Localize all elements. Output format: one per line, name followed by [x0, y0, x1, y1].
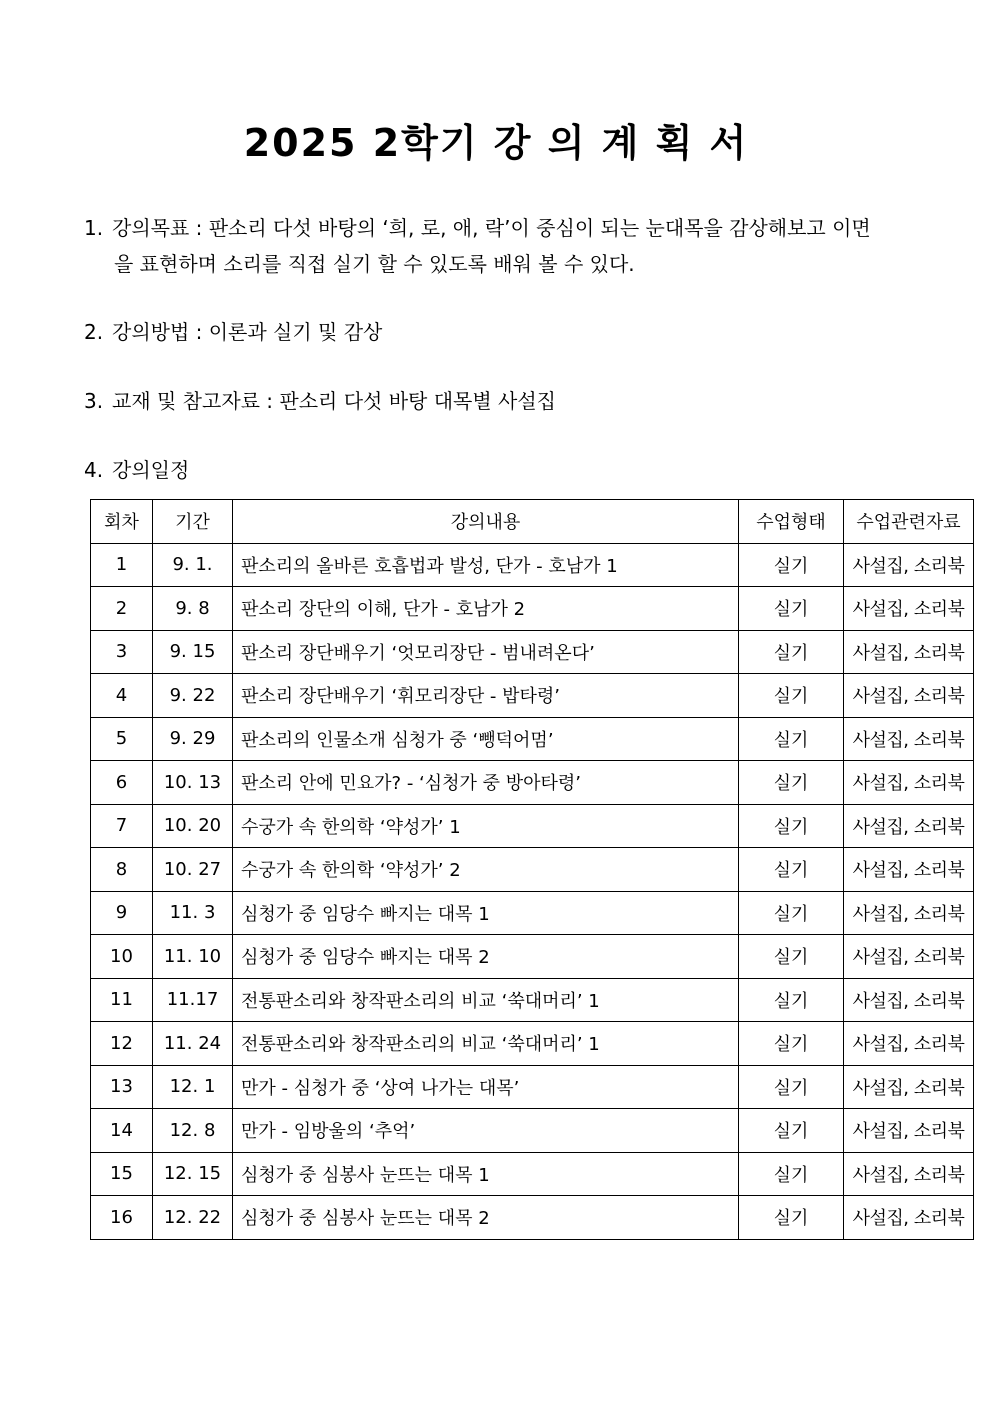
section-number: 3. — [84, 389, 104, 413]
cell-period: 10. 20 — [153, 804, 233, 848]
cell-period: 11.17 — [153, 978, 233, 1022]
table-row — [91, 1109, 974, 1153]
table-row — [91, 1022, 974, 1066]
cell-session: 5 — [91, 717, 153, 761]
cell-materials: 사설집, 소리북 — [844, 804, 974, 848]
cell-materials: 사설집, 소리북 — [844, 717, 974, 761]
cell-session: 9 — [91, 891, 153, 935]
cell-period: 11. 10 — [153, 935, 233, 979]
cell-period: 12. 8 — [153, 1109, 233, 1153]
cell-materials: 사설집, 소리북 — [844, 761, 974, 805]
cell-period: 9. 8 — [153, 587, 233, 631]
cell-content: 심청가 중 임당수 빠지는 대목 2 — [233, 935, 739, 979]
objective-line1: 강의목표 : 판소리 다섯 바탕의 ‘희, 로, 애, 락’이 중심이 되는 눈대목을 감상해보고 이면 — [112, 216, 871, 240]
cell-session: 16 — [91, 1196, 153, 1240]
cell-session: 12 — [91, 1022, 153, 1066]
cell-session: 3 — [91, 630, 153, 674]
cell-materials: 사설집, 소리북 — [844, 848, 974, 892]
cell-content: 만가 - 임방울의 ‘추억’ — [233, 1109, 739, 1153]
cell-content: 판소리 장단의 이해, 단가 - 호남가 2 — [233, 587, 739, 631]
cell-format: 실기 — [739, 630, 844, 674]
cell-materials: 사설집, 소리북 — [844, 935, 974, 979]
cell-content: 판소리 장단배우기 ‘엇모리장단 - 범내려온다’ — [233, 630, 739, 674]
cell-materials: 사설집, 소리북 — [844, 1065, 974, 1109]
objective-line2: 을 표현하며 소리를 직접 실기 할 수 있도록 배워 볼 수 있다. — [114, 252, 635, 276]
cell-format: 실기 — [739, 717, 844, 761]
cell-period: 12. 15 — [153, 1152, 233, 1196]
cell-content: 심청가 중 임당수 빠지는 대목 1 — [233, 891, 739, 935]
table-row — [91, 1152, 974, 1196]
table-row — [91, 891, 974, 935]
header-period: 기간 — [153, 500, 233, 544]
cell-period: 9. 15 — [153, 630, 233, 674]
cell-materials: 사설집, 소리북 — [844, 1196, 974, 1240]
cell-format: 실기 — [739, 848, 844, 892]
cell-format: 실기 — [739, 1152, 844, 1196]
table-row — [91, 1065, 974, 1109]
cell-session: 15 — [91, 1152, 153, 1196]
cell-format: 실기 — [739, 1109, 844, 1153]
cell-materials: 사설집, 소리북 — [844, 674, 974, 718]
cell-format: 실기 — [739, 1196, 844, 1240]
table-row — [91, 674, 974, 718]
schedule-text: 강의일정 — [112, 458, 190, 482]
cell-session: 1 — [91, 543, 153, 587]
header-session: 회차 — [91, 500, 153, 544]
section-number: 4. — [84, 458, 104, 482]
header-format: 수업형태 — [739, 500, 844, 544]
cell-content: 심청가 중 심봉사 눈뜨는 대목 2 — [233, 1196, 739, 1240]
cell-content: 심청가 중 심봉사 눈뜨는 대목 1 — [233, 1152, 739, 1196]
cell-session: 10 — [91, 935, 153, 979]
table-row — [91, 543, 974, 587]
cell-period: 10. 13 — [153, 761, 233, 805]
cell-format: 실기 — [739, 1022, 844, 1066]
cell-format: 실기 — [739, 935, 844, 979]
cell-format: 실기 — [739, 1065, 844, 1109]
section-schedule — [84, 452, 189, 488]
cell-materials: 사설집, 소리북 — [844, 978, 974, 1022]
cell-session: 14 — [91, 1109, 153, 1153]
cell-session: 4 — [91, 674, 153, 718]
table-row — [91, 630, 974, 674]
cell-content: 판소리 장단배우기 ‘휘모리장단 - 밥타령’ — [233, 674, 739, 718]
cell-period: 9. 1. — [153, 543, 233, 587]
cell-period: 9. 22 — [153, 674, 233, 718]
cell-period: 12. 1 — [153, 1065, 233, 1109]
cell-materials: 사설집, 소리북 — [844, 891, 974, 935]
cell-format: 실기 — [739, 587, 844, 631]
cell-materials: 사설집, 소리북 — [844, 1022, 974, 1066]
cell-content: 판소리의 인물소개 심청가 중 ‘뺑덕어멈’ — [233, 717, 739, 761]
cell-period: 11. 24 — [153, 1022, 233, 1066]
cell-format: 실기 — [739, 543, 844, 587]
cell-period: 10. 27 — [153, 848, 233, 892]
cell-period: 9. 29 — [153, 717, 233, 761]
section-method — [84, 314, 382, 350]
table-row — [91, 717, 974, 761]
cell-content: 전통판소리와 창작판소리의 비교 ‘쑥대머리’ 1 — [233, 978, 739, 1022]
section-objective — [84, 210, 924, 282]
schedule-table — [90, 499, 974, 1240]
cell-session: 2 — [91, 587, 153, 631]
cell-session: 6 — [91, 761, 153, 805]
table-row — [91, 761, 974, 805]
cell-content: 판소리 안에 민요가? - ‘심청가 중 방아타령’ — [233, 761, 739, 805]
cell-content: 만가 - 심청가 중 ‘상여 나가는 대목’ — [233, 1065, 739, 1109]
cell-materials: 사설집, 소리북 — [844, 630, 974, 674]
cell-format: 실기 — [739, 891, 844, 935]
cell-session: 8 — [91, 848, 153, 892]
cell-content: 수궁가 속 한의학 ‘약성가’ 2 — [233, 848, 739, 892]
table-row — [91, 1196, 974, 1240]
cell-format: 실기 — [739, 804, 844, 848]
cell-format: 실기 — [739, 674, 844, 718]
cell-content: 판소리의 올바른 호흡법과 발성, 단가 - 호남가 1 — [233, 543, 739, 587]
materials-text: 교재 및 참고자료 : 판소리 다섯 바탕 대목별 사설집 — [112, 389, 556, 413]
cell-session: 11 — [91, 978, 153, 1022]
table-body — [91, 543, 974, 1239]
table-row — [91, 848, 974, 892]
cell-content: 수궁가 속 한의학 ‘약성가’ 1 — [233, 804, 739, 848]
document-title: 2025 2학기 강 의 계 획 서 — [243, 121, 749, 165]
header-content: 강의내용 — [233, 500, 739, 544]
cell-period: 12. 22 — [153, 1196, 233, 1240]
cell-period: 11. 3 — [153, 891, 233, 935]
cell-content: 전통판소리와 창작판소리의 비교 ‘쑥대머리’ 1 — [233, 1022, 739, 1066]
cell-materials: 사설집, 소리북 — [844, 1109, 974, 1153]
cell-materials: 사설집, 소리북 — [844, 587, 974, 631]
table-header-row — [91, 500, 974, 544]
cell-session: 7 — [91, 804, 153, 848]
table-row — [91, 978, 974, 1022]
section-materials — [84, 383, 556, 419]
table-row — [91, 587, 974, 631]
table-row — [91, 804, 974, 848]
cell-session: 13 — [91, 1065, 153, 1109]
table-row — [91, 935, 974, 979]
section-number: 2. — [84, 320, 104, 344]
cell-materials: 사설집, 소리북 — [844, 543, 974, 587]
header-materials: 수업관련자료 — [844, 500, 974, 544]
cell-format: 실기 — [739, 978, 844, 1022]
section-number: 1. — [84, 216, 104, 240]
method-text: 강의방법 : 이론과 실기 및 감상 — [112, 320, 383, 344]
cell-materials: 사설집, 소리북 — [844, 1152, 974, 1196]
cell-format: 실기 — [739, 761, 844, 805]
